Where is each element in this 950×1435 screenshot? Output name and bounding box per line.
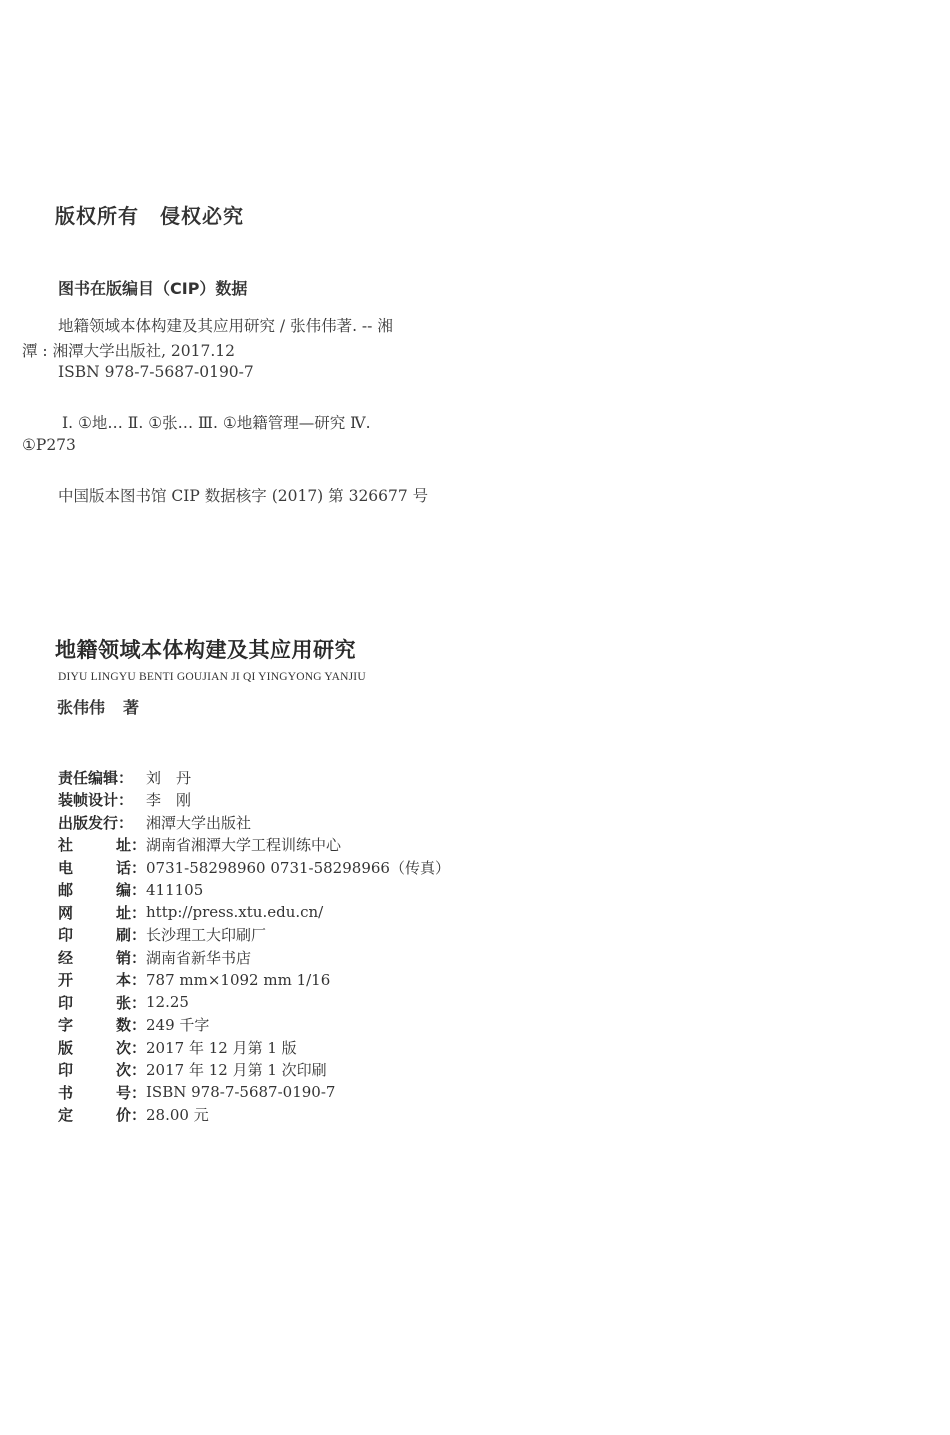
detail-label: 印 刷： (58, 926, 146, 945)
detail-label: 网 址： (58, 903, 146, 922)
cip-isbn-line: ISBN 978-7-5687-0190-7 (58, 363, 254, 381)
copyright-notice: 版权所有 侵权必究 (55, 204, 244, 228)
detail-label: 印 次： (58, 1061, 146, 1080)
detail-row (58, 946, 450, 969)
cip-subject-line-1: Ⅰ. ①地… Ⅱ. ①张… Ⅲ. ①地籍管理—研究 Ⅳ. (62, 414, 371, 432)
publication-details (58, 766, 450, 1126)
detail-label: 书 号： (58, 1083, 146, 1102)
author-role: 著 (123, 698, 140, 717)
detail-row (58, 1036, 450, 1059)
detail-value: 2017 年 12 月第 1 次印刷 (146, 1061, 327, 1080)
detail-label: 社 址： (58, 836, 146, 855)
cip-subject-line-2: ①P273 (22, 436, 76, 454)
detail-value: ISBN 978-7-5687-0190-7 (146, 1083, 336, 1102)
cip-heading: 图书在版编目（CIP）数据 (58, 279, 248, 298)
detail-value: http://press.xtu.edu.cn/ (146, 903, 324, 922)
book-author (57, 695, 139, 718)
detail-row (58, 924, 450, 947)
detail-value: 787 mm×1092 mm 1/16 (146, 970, 331, 989)
detail-value: 0731-58298960 0731-58298966（传真） (146, 858, 450, 877)
detail-value: 长沙理工大印刷厂 (146, 926, 267, 945)
cip-record-line-1: 地籍领域本体构建及其应用研究 / 张伟伟著. -- 湘 (58, 317, 393, 335)
detail-value: 李 刚 (146, 791, 192, 810)
detail-label: 电 话： (58, 858, 146, 877)
detail-value: 2017 年 12 月第 1 版 (146, 1038, 297, 1057)
detail-value: 湖南省湘潭大学工程训练中心 (146, 836, 342, 855)
detail-label: 装帧设计 ： (58, 791, 134, 810)
detail-label: 版 次： (58, 1038, 146, 1057)
detail-row (58, 1059, 450, 1082)
detail-value: 411105 (146, 880, 204, 899)
detail-row (58, 991, 450, 1014)
detail-value: 湘潭大学出版社 (146, 813, 252, 832)
book-title: 地籍领域本体构建及其应用研究 (55, 637, 356, 662)
detail-label: 出版发行 ： (58, 813, 134, 832)
detail-row (58, 789, 450, 812)
detail-row (58, 834, 450, 857)
cip-approval-number: 中国版本图书馆 CIP 数据核字 (2017) 第 326677 号 (58, 487, 429, 505)
detail-label: 经 销： (58, 948, 146, 967)
detail-row (58, 1014, 450, 1037)
detail-value: 湖南省新华书店 (146, 948, 252, 967)
detail-label: 字 数： (58, 1016, 146, 1035)
author-name: 张伟伟 (57, 698, 106, 717)
detail-label: 开 本： (58, 971, 146, 990)
detail-row (58, 1081, 450, 1104)
detail-value: 249 千字 (146, 1016, 210, 1035)
detail-label: 定 价： (58, 1106, 146, 1125)
detail-value: 12.25 (146, 993, 189, 1012)
detail-label: 印 张： (58, 993, 146, 1012)
detail-row (58, 901, 450, 924)
detail-row (58, 856, 450, 879)
detail-label: 邮 编： (58, 881, 146, 900)
detail-row (58, 969, 450, 992)
detail-value: 28.00 元 (146, 1106, 209, 1125)
detail-label: 责任编辑 ： (58, 768, 134, 787)
cip-record-line-2: 潭 : 湘潭大学出版社, 2017.12 (22, 342, 236, 360)
detail-row (58, 879, 450, 902)
detail-row (58, 766, 450, 789)
detail-value: 刘 丹 (146, 768, 192, 787)
detail-row (58, 1104, 450, 1127)
detail-row (58, 811, 450, 834)
book-title-pinyin: DIYU LINGYU BENTI GOUJIAN JI QI YINGYONG YANJIU (58, 671, 366, 683)
